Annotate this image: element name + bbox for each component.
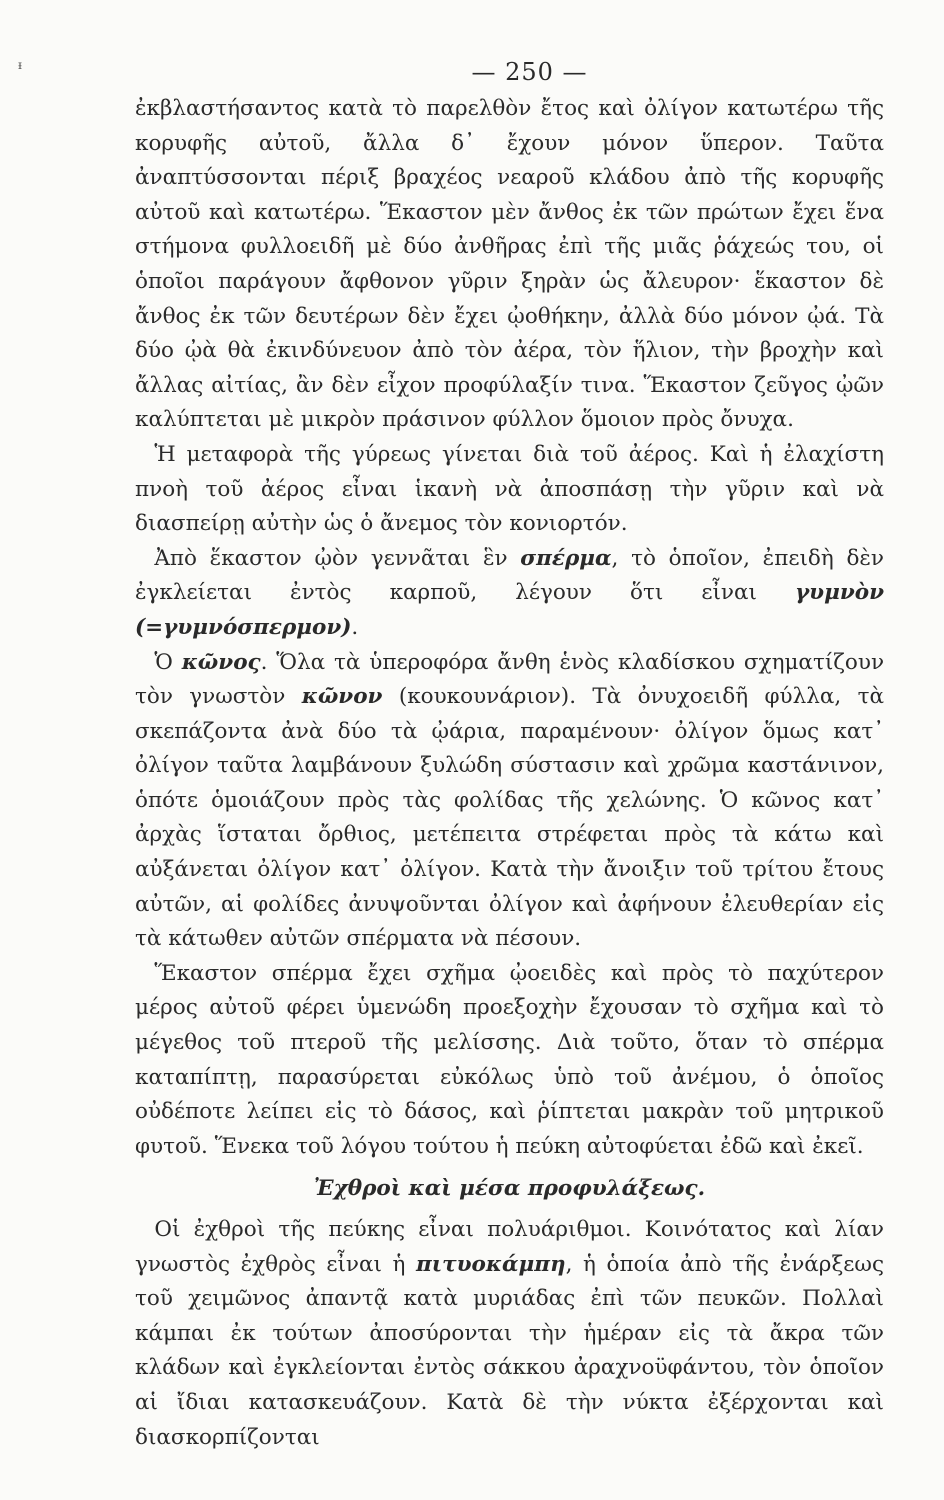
- emphasized-term: κῶνος: [181, 649, 261, 675]
- paragraph: [135, 957, 884, 1165]
- stray-mark: ᵻ: [18, 58, 22, 72]
- text-run: ἐκβλαστήσαντος κατὰ τὸ παρελθὸν ἔτος καὶ ὀλίγον κατωτέρω τῆς κορυφῆς αὐτοῦ, ἄλλα δ᾽ ἔχουν μόνον ὕπερον. Ταῦτα ἀναπτύσσονται πέριξ βραχέος νεαροῦ κλάδου ἀπὸ τῆς κορυφῆς αὐτοῦ καὶ κατωτέρω. Ἕκαστον μὲν ἄνθος ἐκ τῶν πρώτων ἔχει ἕνα στήμονα φυλλοειδῆ μὲ δύο ἀνθῆρας ἐπὶ τῆς μιᾶς ῥάχεώς του, οἱ ὁποῖοι παράγουν ἄφθονον γῦριν ξηρὰν ὡς ἄλευρον· ἕκαστον δὲ ἄνθος ἐκ τῶν δευτέρων δὲν ἔχει ᾠοθήκην, ἀλλὰ δύο μόνον ᾠά. Τὰ δύο ᾠὰ θὰ ἐκινδύνευον ἀπὸ τὸν ἀέρα, τὸν ἥλιον, τὴν βροχὴν καὶ ἄλλας αἰτίας, ἂν δὲν εἶχον προφύλαξίν τινα. Ἕκαστον ζεῦγος ᾠῶν καλύπτεται μὲ μικρὸν πράσινον φύλλον ὅμοιον πρὸς ὄνυχα.: [135, 96, 884, 433]
- text-run: Ἡ μεταφορὰ τῆς γύρεως γίνεται διὰ τοῦ ἀέρος. Καὶ ἡ ἐλαχίστη πνοὴ τοῦ ἀέρος εἶναι ἱκανὴ νὰ ἀποσπάσῃ τὴν γῦριν καὶ νὰ διασπείρῃ αὐτὴν ὡς ὁ ἄνεμος τὸν κονιορτόν.: [135, 441, 884, 537]
- page-number: — 250 —: [471, 58, 588, 86]
- paragraph: [135, 438, 884, 542]
- text-run: (κουκουνάριον). Τὰ ὀνυχοειδῆ φύλλα, τὰ σκεπάζοντα ἀνὰ δύο τὰ ᾠάρια, παραμένουν· ὀλίγον ὅμως κατ᾽ ὀλίγον ταῦτα λαμβάνουν ξυλώδη σύστασιν καὶ χρῶμα καστάνινον, ὁπότε ὁμοιάζουν πρὸς τὰς φολίδας τῆς χελώνης. Ὁ κῶνος κατ᾽ ἀρχὰς ἵσταται ὄρθιος, μετέπειτα στρέφεται πρὸς τὰ κάτω καὶ αὐξάνεται ὀλίγον κατ᾽ ὀλίγον. Κατὰ τὴν ἄνοιξιν τοῦ τρίτου ἔτους αὐτῶν, αἱ φολίδες ἀνυψοῦνται ὀλίγον καὶ ἀφήνουν ἐλευθερίαν εἰς τὰ κάτωθεν αὐτῶν σπέρματα νὰ πέσουν.: [135, 684, 884, 952]
- text-run: , τὸ ὁποῖον, ἐπειδὴ δὲν ἐγκλείεται ἐντὸς καρποῦ, λέγουν ὅτι εἶναι: [135, 545, 884, 606]
- emphasized-term: κῶνον: [301, 684, 383, 710]
- text-run: . Ὅλα τὰ ὑπεροφόρα ἄνθη ἑνὸς κλαδίσκου σχηματίζουν τὸν γνωστὸν: [135, 649, 885, 710]
- emphasized-term: σπέρμα: [520, 545, 612, 571]
- body-text: [135, 92, 884, 1455]
- paragraph: [135, 92, 884, 438]
- paragraphs-after-heading: [135, 1213, 884, 1455]
- section-heading: Ἐχθροὶ καὶ μέσα προφυλάξεως.: [313, 1176, 706, 1202]
- text-run: .: [351, 614, 359, 640]
- emphasized-term: γυμνὸν (=γυμνόσπερμον): [135, 580, 884, 640]
- text-run: Ὁ: [154, 649, 182, 675]
- text-run: Ἀπὸ ἕκαστον ᾠὸν γεννᾶται ἓν: [154, 545, 521, 571]
- paragraph: [135, 646, 884, 957]
- text-run: Ἕκαστον σπέρμα ἔχει σχῆμα ᾠοειδὲς καὶ πρὸς τὸ παχύτερον μέρος αὐτοῦ φέρει ὑμενώδη προεξοχὴν ἔχουσαν τὸ σχῆμα καὶ τὸ μέγεθος τοῦ πτεροῦ τῆς μελίσσης. Διὰ τοῦτο, ὅταν τὸ σπέρμα καταπίπτῃ, παρασύρεται εὐκόλως ὑπὸ τοῦ ἀνέμου, ὁ ὁποῖος οὐδέποτε λείπει εἰς τὸ δάσος, καὶ ῥίπτεται μακρὰν τοῦ μητρικοῦ φυτοῦ. Ἕνεκα τοῦ λόγου τούτου ἡ πεύκη αὐτοφύεται ἐδῶ καὶ ἐκεῖ.: [135, 960, 884, 1159]
- text-run: , ἡ ὁποία ἀπὸ τῆς ἐνάρξεως τοῦ χειμῶνος ἀπαντᾷ κατὰ μυριάδας ἐπὶ τῶν πευκῶν. Πολλαὶ κάμπαι ἐκ τούτων ἀποσύρονται τὴν ἡμέραν εἰς τὰ ἄκρα τῶν κλάδων καὶ ἐγκλείονται ἐντὸς σάκκου ἀραχνοϋφάντου, τὸν ὁποῖον αἱ ἴδιαι κατασκευάζουν. Κατὰ δὲ τὴν νύκτα ἐξέρχονται καὶ διασκορπίζονται: [135, 1251, 884, 1450]
- paragraph: [135, 542, 884, 646]
- text-run: Οἱ ἐχθροὶ τῆς πεύκης εἶναι πολυάριθμοι. Κοινότατος καὶ λίαν γνωστὸς ἐχθρὸς εἶναι ἡ: [135, 1217, 884, 1277]
- paragraphs-before-heading: [135, 92, 884, 1164]
- emphasized-term: πιτυοκάμπη: [415, 1251, 566, 1277]
- paragraph: [135, 1213, 884, 1455]
